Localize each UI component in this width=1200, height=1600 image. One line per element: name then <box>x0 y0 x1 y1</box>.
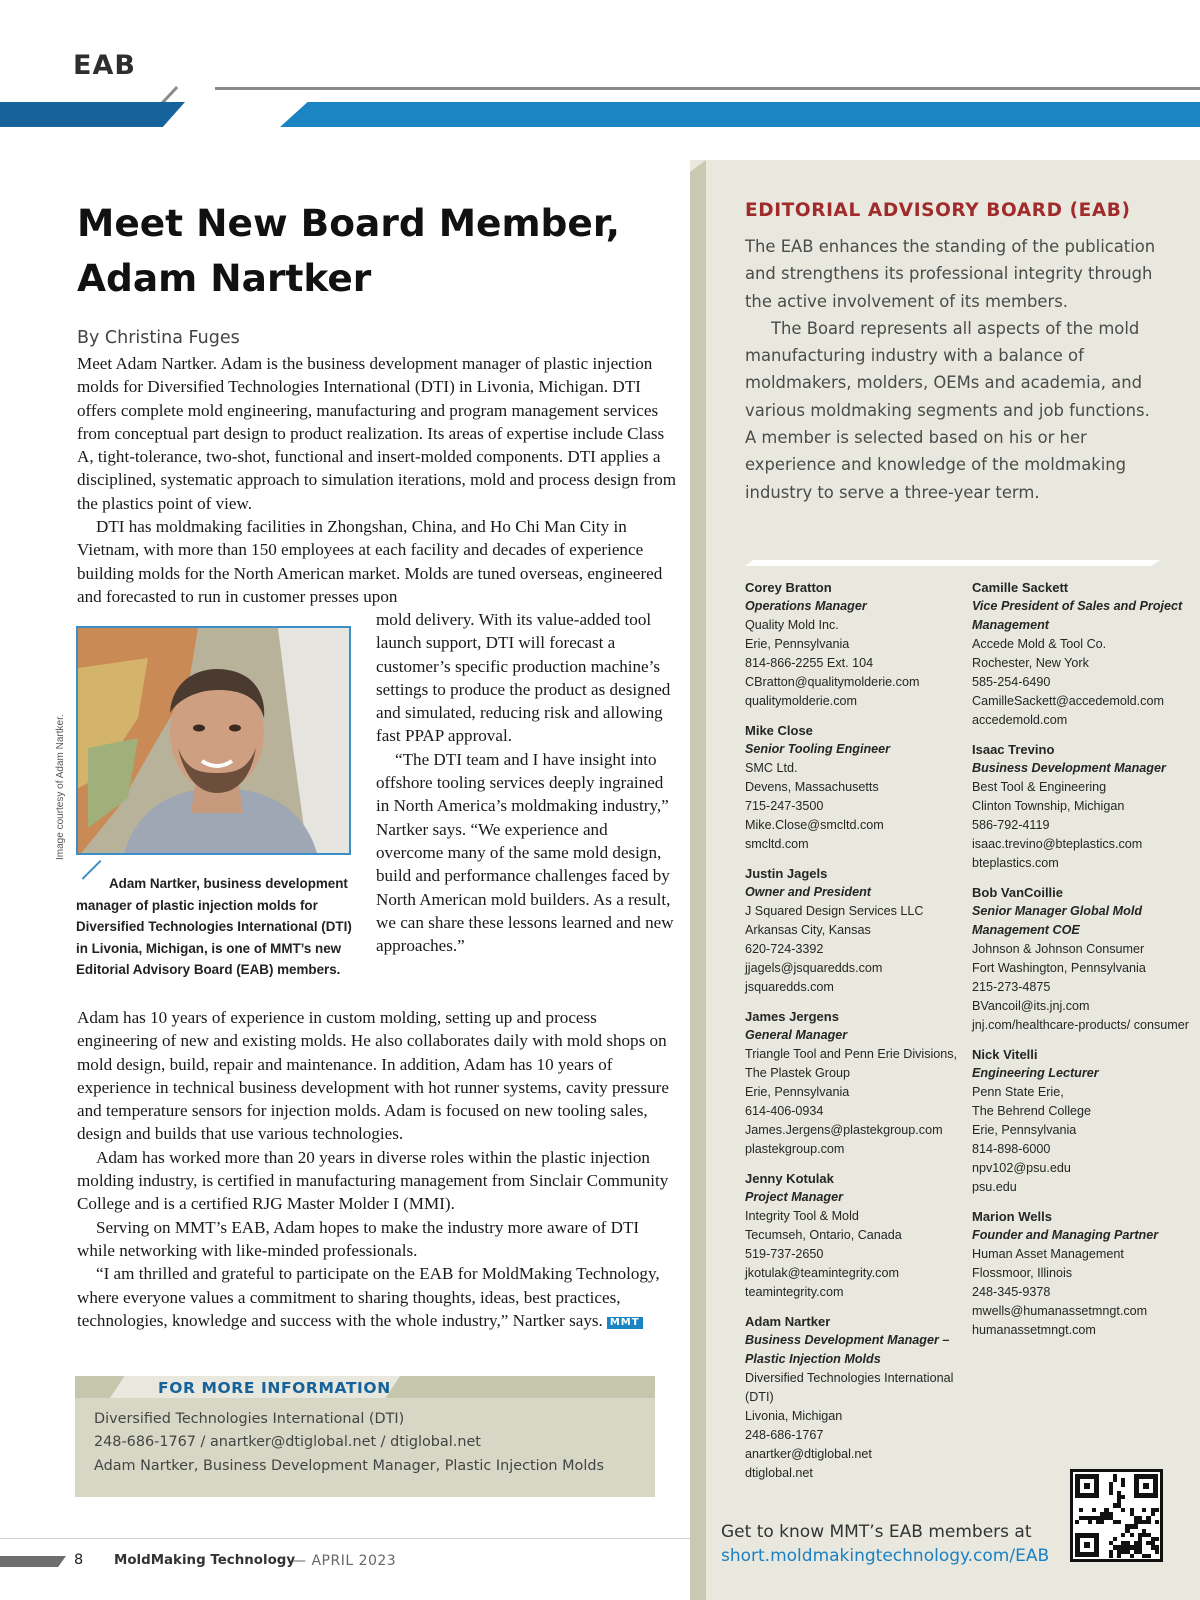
member-detail[interactable]: humanassetmngt.com <box>972 1323 1096 1337</box>
member-detail: Triangle Tool and Penn Erie Divisions, The Plastek Group <box>745 1047 958 1080</box>
section-tag: EAB <box>73 50 136 81</box>
qr-module <box>1113 1537 1117 1541</box>
member-detail: 586-792-4119 <box>972 818 1050 832</box>
member-detail: 248-345-9378 <box>972 1285 1051 1299</box>
member-title: Founder and Managing Partner <box>972 1228 1159 1242</box>
article-body-wrap <box>376 608 676 957</box>
article-paragraph: Adam has worked more than 20 years in diverse roles within the plastic injection molding industry, is certified in manufacturing management from Sinclair Community College and is a certified RJG Master Molder I (MMI). <box>77 1147 669 1214</box>
member-name: James Jergens <box>745 1009 839 1024</box>
member-name: Adam Nartker <box>745 1314 831 1329</box>
board-member <box>972 578 1194 730</box>
qr-module <box>1109 1491 1113 1495</box>
issue-date: — APRIL 2023 <box>292 1553 397 1569</box>
photo-caption: Adam Nartker, business development manager of plastic injection molds for Diversified Technologies International (DTI) in Livonia, Michigan, is one of MMT’s new Editorial Advisory Board (EAB) members. <box>76 876 352 977</box>
more-info-lines <box>94 1408 644 1478</box>
member-title: Engineering Lecturer <box>972 1066 1099 1080</box>
qr-module <box>1121 1508 1125 1512</box>
qr-module <box>1121 1482 1125 1486</box>
members-column-right <box>972 578 1194 1350</box>
member-detail: Integrity Tool & Mold <box>745 1209 859 1223</box>
member-title: Project Manager <box>745 1190 843 1204</box>
member-detail: Tecumseh, Ontario, Canada <box>745 1228 902 1242</box>
article-title: Meet New Board Member, Adam Nartker <box>77 201 621 300</box>
member-detail[interactable]: jsquaredds.com <box>745 980 834 994</box>
member-detail[interactable]: anartker@dtiglobal.net <box>745 1447 872 1461</box>
more-info-heading: FOR MORE INFORMATION <box>158 1379 391 1397</box>
board-member <box>972 1207 1194 1340</box>
member-detail: Fort Washington, Pennsylvania <box>972 961 1146 975</box>
qr-module <box>1155 1537 1159 1541</box>
member-detail[interactable]: Mike.Close@smcltd.com <box>745 818 884 832</box>
member-detail: Quality Mold Inc. <box>745 618 839 632</box>
footer-bar <box>0 1556 66 1567</box>
article-paragraph: Adam has 10 years of experience in custom molding, setting up and process engineering of new and existing molds. He also collaborates daily with mold shops on mold design, build, repair and maintenance. In addition, Adam has 10 years of experience in technical business development with hot runner systems, cavity pressure and temperature sensors for injection molds. Adam is focused on new tooling sales, design and builds that use various technologies. <box>77 1008 669 1144</box>
qr-module <box>1146 1554 1150 1558</box>
qr-module <box>1117 1520 1121 1524</box>
qr-module <box>1100 1520 1104 1524</box>
board-member <box>745 721 960 854</box>
header-bar-left <box>0 102 185 127</box>
member-detail: 248-686-1767 <box>745 1428 824 1442</box>
header-bar-right <box>280 102 1200 127</box>
member-detail[interactable]: BVancoil@its.jnj.com <box>972 999 1090 1013</box>
board-member <box>745 864 960 997</box>
member-detail: Best Tool & Engineering <box>972 780 1107 794</box>
footer-rule <box>0 1538 690 1539</box>
more-info-line: Diversified Technologies International (DTI) <box>94 1411 405 1427</box>
member-title: Owner and President <box>745 885 871 899</box>
qr-module <box>1155 1550 1159 1554</box>
article-paragraph-text: “I am thrilled and grateful to participate on the EAB for MoldMaking Technology, where everyone values a commitment to sharing thoughts, ideas, best practices, technologies, knowledge and success with the whole industry,” Nartker says. <box>77 1264 660 1330</box>
member-name: Justin Jagels <box>745 866 828 881</box>
qr-module <box>1088 1520 1092 1524</box>
board-member <box>972 740 1194 873</box>
member-detail: SMC Ltd. <box>745 761 798 775</box>
article-body-top <box>77 352 677 608</box>
member-detail[interactable]: bteplastics.com <box>972 856 1059 870</box>
member-detail: Livonia, Michigan <box>745 1409 843 1423</box>
eab-promo <box>721 1520 1049 1568</box>
qr-module <box>1146 1520 1150 1524</box>
member-detail: Arkansas City, Kansas <box>745 923 871 937</box>
member-detail[interactable]: jnj.com/healthcare-products/ consumer <box>972 1018 1189 1032</box>
member-detail[interactable]: teamintegrity.com <box>745 1285 844 1299</box>
member-detail: Flossmoor, Illinois <box>972 1266 1073 1280</box>
member-detail: Erie, Pennsylvania <box>972 1123 1077 1137</box>
article-byline: By Christina Fuges <box>77 328 240 348</box>
qr-module <box>1130 1533 1134 1537</box>
member-title: Vice President of Sales and Project Management <box>972 599 1183 632</box>
member-name: Camille Sackett <box>972 580 1069 595</box>
member-detail: 715-247-3500 <box>745 799 824 813</box>
member-detail[interactable]: plastekgroup.com <box>745 1142 845 1156</box>
member-detail: 519-737-2650 <box>745 1247 824 1261</box>
member-detail[interactable]: psu.edu <box>972 1180 1017 1194</box>
member-name: Isaac Trevino <box>972 742 1055 757</box>
mmt-end-badge: MMT <box>607 1317 643 1329</box>
qr-code-icon[interactable] <box>1070 1469 1163 1562</box>
portrait-image <box>78 628 351 855</box>
eab-promo-link[interactable]: short.moldmakingtechnology.com/EAB <box>721 1546 1050 1566</box>
qr-module <box>1092 1508 1096 1512</box>
sidebar-edge-strip <box>690 160 706 1600</box>
member-title: Business Development Manager <box>972 761 1166 775</box>
qr-module <box>1109 1554 1113 1558</box>
member-detail: Erie, Pennsylvania <box>745 637 850 651</box>
article-paragraph: Meet Adam Nartker. Adam is the business development manager of plastic injection molds for Diversified Technologies International (DTI) in Livonia, Michigan. DTI offers complete mold engineering, manufacturing and program management services from conceptual part design to product realization. Its areas of expertise include Class A, tight-tolerance, two-shot, functional and insert-molded components. DTI applies a disciplined, systematic approach to simulation iterations, mold and process design from the plastics point of view. <box>77 354 677 513</box>
members-column-left <box>745 578 960 1493</box>
board-member <box>745 1312 960 1483</box>
more-info-line[interactable]: 248-686-1767 / anartker@dtiglobal.net / dtiglobal.net <box>94 1434 481 1451</box>
qr-module <box>1151 1512 1155 1516</box>
photo-credit: Image courtesy of Adam Nartker. <box>55 714 66 860</box>
member-detail[interactable]: jjagels@jsquaredds.com <box>745 961 883 975</box>
member-detail[interactable]: jkotulak@teamintegrity.com <box>745 1266 899 1280</box>
eab-intro-paragraph: The EAB enhances the standing of the publication and strengthens its professional integrity through the active involvement of its members. <box>745 237 1156 311</box>
article-paragraph: DTI has moldmaking facilities in Zhongshan, China, and Ho Chi Man City in Vietnam, with more than 150 employees at each facility and decades of experience building molds for the North American market. Molds are tuned overseas, engineered and forecasted to run in customer presses upon <box>77 517 663 606</box>
member-detail: The Behrend College <box>972 1104 1092 1118</box>
eab-intro <box>745 233 1165 506</box>
board-member <box>745 1169 960 1302</box>
more-info-line: Adam Nartker, Business Development Manager, Plastic Injection Molds <box>94 1457 604 1474</box>
eab-heading: EDITORIAL ADVISORY BOARD (EAB) <box>745 200 1131 221</box>
member-detail[interactable]: npv102@psu.edu <box>972 1161 1071 1175</box>
member-name: Nick Vitelli <box>972 1047 1038 1062</box>
qr-module <box>1121 1495 1125 1499</box>
publication-name: MoldMaking Technology <box>114 1553 296 1568</box>
article-paragraph: mold delivery. With its value-added tool launch support, DTI will forecast a customer’s specific production machine’s settings to produce the product as designed and simulated, reducing risk and allowing fast PPAP approval. <box>376 610 671 746</box>
member-title: Operations Manager <box>745 599 867 613</box>
member-detail[interactable]: CBratton@qualitymolderie.com <box>745 675 920 689</box>
article-paragraph: Serving on MMT’s EAB, Adam hopes to make the industry more aware of DTI while networking with like-minded professionals. <box>77 1217 640 1260</box>
member-detail: Johnson & Johnson Consumer <box>972 942 1145 956</box>
member-name: Bob VanCoillie <box>972 885 1064 900</box>
member-detail[interactable]: dtiglobal.net <box>745 1466 813 1480</box>
board-member <box>972 1045 1194 1197</box>
member-detail: Penn State Erie, <box>972 1085 1064 1099</box>
member-name: Marion Wells <box>972 1209 1052 1224</box>
eab-promo-text: Get to know MMT’s EAB members at <box>721 1522 1032 1542</box>
member-title: Senior Manager Global Mold Management COE <box>972 904 1143 937</box>
member-title: Business Development Manager – Plastic Injection Molds <box>745 1333 950 1366</box>
member-detail[interactable]: accedemold.com <box>972 713 1068 727</box>
member-name: Jenny Kotulak <box>745 1171 834 1186</box>
portrait-photo <box>76 626 351 855</box>
header-rule <box>215 87 1200 90</box>
article-paragraph <box>77 1262 677 1332</box>
eab-divider <box>745 560 1160 566</box>
qr-module <box>1155 1520 1159 1524</box>
member-detail: 814-898-6000 <box>972 1142 1051 1156</box>
member-title: General Manager <box>745 1028 848 1042</box>
member-detail[interactable]: James.Jergens@plastekgroup.com <box>745 1123 943 1137</box>
qr-module <box>1134 1524 1138 1528</box>
member-detail: Diversified Technologies International (DTI) <box>745 1371 954 1404</box>
member-detail[interactable]: mwells@humanassetmngt.com <box>972 1304 1148 1318</box>
qr-module <box>1079 1508 1083 1512</box>
board-member <box>745 1007 960 1159</box>
page-number: 8 <box>74 1552 84 1568</box>
article-paragraph: “The DTI team and I have insight into offshore tooling services deeply ingrained in North America’s moldmaking industry,” Nartker says. “We experience and overcome many of the same mold design, build and performance challenges faced by North American mold builders. As a result, we can share these lessons learned and new approaches.” <box>376 749 674 956</box>
member-detail: Devens, Massachusetts <box>745 780 879 794</box>
qr-module <box>1155 1508 1159 1512</box>
member-name: Corey Bratton <box>745 580 832 595</box>
member-name: Mike Close <box>745 723 813 738</box>
member-detail[interactable]: isaac.trevino@bteplastics.com <box>972 837 1143 851</box>
eab-intro-paragraph: The Board represents all aspects of the mold manufacturing industry with a balance of moldmakers, molders, OEMs and academia, and various moldmaking segments and job functions. A member is selected based on his or her experience and knowledge of the moldmaking industry to serve a three-year term. <box>745 318 1150 502</box>
member-detail: Erie, Pennsylvania <box>745 1085 850 1099</box>
member-detail: Rochester, New York <box>972 656 1089 670</box>
member-detail: 215-273-4875 <box>972 980 1051 994</box>
member-detail[interactable]: smcltd.com <box>745 837 809 851</box>
qr-finder <box>1134 1474 1158 1498</box>
board-member <box>972 883 1194 1035</box>
qr-module <box>1075 1520 1079 1524</box>
qr-module <box>1130 1554 1134 1558</box>
qr-finder <box>1075 1474 1099 1498</box>
member-detail: 585-254-6490 <box>972 675 1051 689</box>
member-detail: 814-866-2255 Ext. 104 <box>745 656 874 670</box>
member-detail: Human Asset Management <box>972 1247 1124 1261</box>
qr-finder <box>1075 1533 1099 1557</box>
member-detail[interactable]: CamilleSackett@accedemold.com <box>972 694 1164 708</box>
qr-module <box>1113 1478 1117 1482</box>
member-detail: 620-724-3392 <box>745 942 824 956</box>
article-body-bottom <box>77 1006 677 1332</box>
qr-module <box>1117 1554 1121 1558</box>
member-detail: Clinton Township, Michigan <box>972 799 1125 813</box>
qr-module <box>1121 1533 1125 1537</box>
member-detail[interactable]: qualitymolderie.com <box>745 694 857 708</box>
qr-module <box>1142 1508 1146 1512</box>
member-detail: 614-406-0934 <box>745 1104 824 1118</box>
member-title: Senior Tooling Engineer <box>745 742 891 756</box>
member-detail: Accede Mold & Tool Co. <box>972 637 1107 651</box>
board-member <box>745 578 960 711</box>
member-detail: J Squared Design Services LLC <box>745 904 924 918</box>
